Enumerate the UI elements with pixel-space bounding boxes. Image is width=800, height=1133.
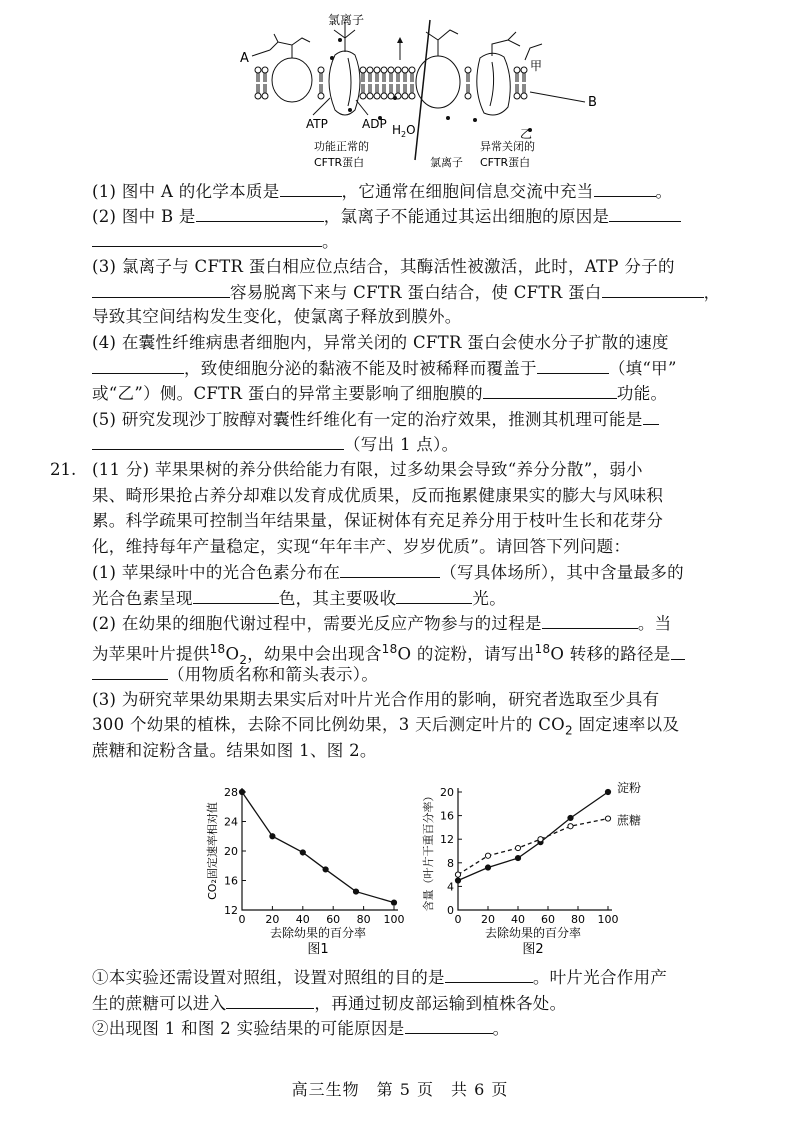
q21-part3-c2: ②出现图 1 和图 2 实验结果的可能原因是 。 <box>92 1019 510 1038</box>
y-tick-label: 24 <box>224 815 238 829</box>
answer-blank[interactable] <box>396 587 472 604</box>
y-tick-label: 0 <box>447 904 454 917</box>
x-tick-label: 40 <box>511 913 525 926</box>
answer-blank[interactable] <box>445 966 533 983</box>
series-line <box>458 792 608 881</box>
y-tick-label: 12 <box>440 833 454 847</box>
q21-intro-4: 化，维持每年产量稳定，实现“年年丰产、岁岁优质”。请回答下列问题： <box>92 537 631 556</box>
question-number: 21. <box>50 460 77 479</box>
y-tick-label: 20 <box>224 845 238 858</box>
answer-blank[interactable] <box>405 1017 493 1034</box>
q20-part4: (4) 在囊性纤维病患者细胞内，异常关闭的 CFTR 蛋白会使水分子扩散的速度 <box>92 333 669 352</box>
answer-blank[interactable] <box>226 992 314 1009</box>
axis-lines <box>458 788 612 910</box>
data-point <box>323 867 328 872</box>
q21-part3-c1: ①本实验还需设置对照组，设置对照组的目的是 。叶片光合作用产 <box>92 968 668 987</box>
label-jia: 甲 <box>530 59 543 73</box>
q21-part3: (3) 为研究苹果幼果期去果实后对叶片光合作用的影响，研究者选取至少具有 <box>92 690 660 709</box>
membrane-protein-2 <box>416 56 460 108</box>
label-chloride-top: 氯离子 <box>328 13 365 27</box>
data-point <box>485 853 490 858</box>
x-tick-label: 60 <box>326 913 341 926</box>
y-tick-label: 16 <box>224 874 238 888</box>
answer-blank[interactable] <box>671 643 685 660</box>
y-axis-label: 含量（叶片干重百分率） <box>422 790 435 912</box>
answer-blank[interactable] <box>602 281 704 298</box>
q20-part4-cont: ，致使细胞分泌的黏液不能及时被稀释而覆盖于 （填“甲” <box>92 357 677 380</box>
legend-label: 淀粉 <box>617 781 642 795</box>
normal-cftr-protein <box>329 51 360 115</box>
glycoprotein-chain-A <box>270 34 310 58</box>
x-tick-label: 0 <box>454 913 462 926</box>
x-tick-label: 0 <box>238 913 246 926</box>
data-point <box>605 789 610 794</box>
x-tick-label: 100 <box>383 913 405 926</box>
y-tick-label: 28 <box>224 786 238 799</box>
answer-blank[interactable] <box>92 433 344 450</box>
answer-blank[interactable] <box>92 281 230 298</box>
answer-blank[interactable] <box>609 205 681 222</box>
q21-part2-cont: 为苹果叶片提供$^{18}O_2$，幼果中会出现含$^{18}$O 的淀粉，请写出$^{18}$O 转移的路径是 <box>92 638 685 671</box>
q21-part3-end: 蔗糖和淀粉含量。结果如图 1、图 2。 <box>92 741 377 760</box>
q21-part1: (1) 苹果绿叶中的光合色素分布在 （写具体场所），其中含量最多的 <box>92 563 684 582</box>
x-tick-label: 20 <box>481 913 495 926</box>
y-axis-label: CO₂固定速率相对值 <box>206 802 219 900</box>
label-A: A <box>240 51 249 66</box>
data-point <box>270 834 275 839</box>
cftr-membrane-figure <box>230 0 620 180</box>
x-axis-label: 去除幼果的百分率 <box>269 926 367 940</box>
x-tick-label: 80 <box>356 913 371 926</box>
q21-part2-end: （用物质名称和箭头表示）。 <box>92 663 378 686</box>
answer-blank[interactable] <box>92 663 168 680</box>
membrane-protein <box>272 58 312 102</box>
q21-part3-c1-cont: 生的蔗糖可以进入 ，再通过韧皮部运输到植株各处。 <box>92 994 567 1013</box>
label-water: $H_2O$ <box>392 123 416 139</box>
x-tick-label: 100 <box>597 913 619 926</box>
chart-figure-2 <box>412 778 702 958</box>
q20-part4-end: 或“乙”）侧。CFTR 蛋白的异常主要影响了细胞膜的 功能。 <box>92 384 668 403</box>
y-tick-label: 20 <box>440 786 454 799</box>
q21-intro-1: (11 分) 苹果果树的养分供给能力有限，过多幼果会导致“养分分散”，弱小 <box>92 460 643 479</box>
y-tick-label: 12 <box>224 904 238 917</box>
label-normal-cftr-1: 功能正常的 <box>314 140 369 153</box>
data-point <box>239 789 244 794</box>
series-line <box>242 792 394 903</box>
chart-title: 图1 <box>307 942 329 957</box>
label-yi: 乙 <box>520 127 533 141</box>
label-adp: ADP <box>362 117 387 131</box>
x-tick-label: 40 <box>295 913 310 926</box>
data-point <box>455 872 460 877</box>
data-point <box>538 837 543 842</box>
label-abnormal-cftr-2: CFTR蛋白 <box>480 156 531 169</box>
chart-title: 图2 <box>522 942 544 957</box>
q20-part2-cont: 。 <box>92 230 339 253</box>
q20-part3-end: 导致其空间结构发生变化，使氯离子释放到膜外。 <box>92 307 462 326</box>
answer-blank[interactable] <box>92 357 184 374</box>
answer-blank[interactable] <box>542 612 638 629</box>
data-point <box>605 816 610 821</box>
answer-blank[interactable] <box>340 561 440 578</box>
answer-blank[interactable] <box>643 408 659 425</box>
label-normal-cftr-2: CFTR蛋白 <box>314 156 365 169</box>
q21-part1-cont: 光合色素呈现 色，其主要吸收 光。 <box>92 589 507 608</box>
label-abnormal-cftr-1: 异常关闭的 <box>480 140 535 153</box>
legend-label: 蔗糖 <box>617 813 642 828</box>
label-chloride-bottom: 氯离子 <box>430 156 463 169</box>
answer-blank[interactable] <box>537 357 609 374</box>
y-tick-label: 8 <box>447 856 454 870</box>
answer-blank[interactable] <box>92 230 322 247</box>
q20-part5: (5) 研究发现沙丁胺醇对囊性纤维化有一定的治疗效果，推测其机理可能是 <box>92 408 659 431</box>
answer-blank[interactable] <box>594 180 656 197</box>
data-point <box>485 865 490 870</box>
label-atp: ATP <box>306 117 328 131</box>
series-line <box>458 819 608 875</box>
q21-intro-3: 累。科学疏果可控制当年结果量，保证树体有充足养分用于枝叶生长和花芽分 <box>92 511 664 530</box>
phospholipid-bilayer <box>252 20 585 160</box>
answer-blank[interactable] <box>193 587 279 604</box>
x-axis-label: 去除幼果的百分率 <box>484 926 582 940</box>
x-tick-label: 60 <box>541 913 555 926</box>
q20-part5-cont: （写出 1 点）。 <box>92 433 458 456</box>
answer-blank[interactable] <box>196 205 324 222</box>
data-point <box>515 845 520 850</box>
x-tick-label: 80 <box>571 913 585 926</box>
q21-part2: (2) 在幼果的细胞代谢过程中，需要光反应产物参与的过程是 。当 <box>92 614 672 633</box>
page-footer: 高三生物 第 5 页 共 6 页 <box>291 1080 509 1099</box>
data-point <box>568 824 573 829</box>
data-point <box>455 878 460 883</box>
data-point <box>300 850 305 855</box>
chart-figure-1 <box>200 778 410 958</box>
answer-blank[interactable] <box>483 382 617 399</box>
q20-part3: (3) 氯离子与 CFTR 蛋白相应位点结合，其酶活性被激活，此时，ATP 分子的 <box>92 257 675 276</box>
axis-lines <box>242 788 398 910</box>
label-B: B <box>588 95 597 110</box>
data-point <box>515 855 520 860</box>
x-tick-label: 20 <box>265 913 280 926</box>
q20-part3-cont: 容易脱离下来与 CFTR 蛋白结合，使 CFTR 蛋白 ， <box>92 281 720 304</box>
y-tick-label: 4 <box>447 880 454 894</box>
data-point <box>568 815 573 820</box>
answer-blank[interactable] <box>280 180 342 197</box>
y-tick-label: 16 <box>440 809 454 823</box>
q20-part1: (1) 图中 A 的化学本质是 ，它通常在细胞间信息交流中充当 。 <box>92 182 673 201</box>
q20-part2: (2) 图中 B 是 ，氯离子不能通过其运出细胞的原因是 <box>92 205 681 228</box>
q21-part3-cont: 300 个幼果的植株，去除不同比例幼果，3 天后测定叶片的 $CO_2$ 固定速率以及 <box>92 715 680 738</box>
data-point <box>391 900 396 905</box>
data-point <box>353 889 358 894</box>
q21-intro-2: 果、畸形果抢占养分却难以发育成优质果，反而拖累健康果实的膨大与风味积 <box>92 486 664 505</box>
